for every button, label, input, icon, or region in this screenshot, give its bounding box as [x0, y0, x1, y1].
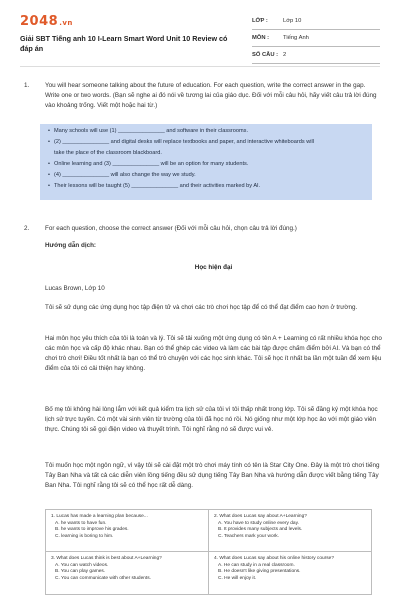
quiz-option[interactable]: A. He can study in a real classroom. [218, 562, 295, 568]
quiz-question-text: 3. What does Lucas think is best about A+Learning? [51, 556, 162, 561]
meta-row-class [252, 13, 380, 30]
bullet-icon: • [48, 183, 50, 189]
quiz-question-2 [214, 514, 364, 540]
quiz-option[interactable]: B. It provides many subjects and levels. [218, 527, 303, 533]
document-title: Giải SBT Tiếng anh 10 I-Learn Smart Word Unit 10 Review có đáp án [20, 34, 228, 53]
question-1 [24, 81, 380, 111]
multiple-choice-box [45, 509, 372, 595]
bullet-icon: • [48, 139, 50, 145]
gap-item [48, 181, 372, 192]
meta-row-subject [252, 30, 380, 47]
quiz-option[interactable]: A. You can watch videos. [55, 562, 109, 568]
header-divider [20, 66, 380, 67]
logo-text: 2048 [20, 14, 59, 29]
quiz-option[interactable]: C. You can communicate with other students. [55, 575, 151, 581]
meta-value: Tiếng Anh [283, 35, 309, 41]
quiz-option[interactable]: B. He doesn't like giving presentations. [218, 569, 301, 575]
bullet-icon: • [48, 128, 50, 134]
quiz-question-text: 2. What does Lucas say about A+Learning? [214, 514, 307, 519]
gap-item [48, 137, 372, 148]
bullet-icon: • [48, 161, 50, 167]
site-logo[interactable] [20, 14, 73, 29]
quiz-option[interactable]: B. You can play games. [55, 569, 106, 575]
meta-value: Lớp 10 [283, 18, 302, 24]
gap-item-text: (2) _______________ and digital desks will replace textbooks and paper, and interactive whiteboards will [54, 139, 314, 145]
listening-gap-fill-box [40, 124, 372, 200]
quiz-question-1 [51, 514, 201, 540]
passage-paragraph: Tôi muốn học một ngôn ngữ, vì vậy tôi sẽ cài đặt một trò chơi máy tính có tên là Star City One. Đây là một trò chơi tiếng Tây Ban Nha và tất cả các diễn viên lồng tiếng đều sử dụng tiếng Tây Ban Nha và hướng dẫn được viết bằng tiếng Tây Ban Nha. Tôi nghĩ rằng tôi sẽ có thể học rất dễ dàng. [45, 462, 380, 489]
quiz-option[interactable]: C. learning is boring to him. [55, 533, 114, 539]
bullet-icon: • [48, 172, 50, 178]
quiz-question-text: 4. What does Lucas say about his online history course? [214, 556, 334, 561]
question-2 [24, 224, 380, 234]
passage-title: Học hiện đại [194, 264, 233, 271]
passage-paragraph: Tôi sẽ sử dụng các ứng dụng học tập điện tử và chơi các trò chơi học tập để có thể đạt điểm cao hơn ở trường. [45, 304, 358, 311]
meta-label: SỐ CÂU : [252, 52, 279, 58]
quiz-question-text: 1. Lucas has made a learning plan because... [51, 514, 148, 519]
grid-divider [208, 510, 209, 594]
quiz-question-3 [51, 556, 201, 582]
meta-table [252, 13, 380, 64]
question-text: For each question, choose the correct answer (Đối với mỗi câu hỏi, chọn câu trả lời đúng.) [45, 225, 297, 232]
logo-suffix: .vn [59, 19, 73, 27]
gap-item [48, 170, 372, 181]
gap-item [48, 148, 372, 159]
passage-paragraph: Hai môn học yêu thích của tôi là toán và lý. Tôi sẽ tải xuống một ứng dụng có tên A + Learning có rất nhiều khóa học cho các môn học và cấp độ khác nhau. Bạn có thể ghép các video và làm các bài tập được chấm điểm bởi AI. Và bạn có thể chơi trò chơi! Điều tốt nhất là bạn có thể trò chuyện với các học sinh khác. Tôi sẽ học ít nhất ba lần một tuần để xem liệu điểm của tôi có cải thiện hay không. [45, 335, 382, 372]
gap-item [48, 126, 372, 137]
quiz-question-4 [214, 556, 364, 582]
quiz-option[interactable]: A. You have to study online every day. [218, 520, 299, 526]
meta-label: MÔN : [252, 35, 270, 41]
gap-item-text: Many schools will use (1) _______________ and software in their classrooms. [54, 128, 249, 134]
guide-label: Hướng dẫn dịch: [45, 242, 97, 249]
gap-item-text: Online learning and (3) _______________ will be an option for many students. [54, 161, 249, 167]
gap-item-text: take the place of the classroom blackboard. [54, 150, 162, 156]
gap-item [48, 159, 372, 170]
meta-label: LỚP : [252, 18, 268, 24]
gap-item-text: (4) _______________ will also change the way we study. [54, 172, 196, 178]
meta-row-count [252, 47, 380, 64]
quiz-option[interactable]: B. he wants to improve his grades. [55, 527, 129, 533]
quiz-option[interactable]: C. He will enjoy it. [218, 575, 257, 581]
passage-author: Lucas Brown, Lớp 10 [45, 285, 105, 292]
passage-paragraph: Bố mẹ tôi không hài lòng lắm với kết quả kiểm tra lịch sử của tôi vì tôi thấp nhất trong lớp. Tôi sẽ đăng ký một khóa học lịch sử trực tuyến. Có một vài sinh viên từ trường của tôi đã học nó rồi. Nó giống như một lớp học ảo với một giáo viên thực. Chúng tôi sẽ gọi điện video và thuyết trình. Tôi nghĩ rằng nó sẽ được vui vẻ. [45, 406, 378, 433]
quiz-option[interactable]: A. he wants to have fun. [55, 520, 107, 526]
quiz-option[interactable]: C. Teachers mark your work. [218, 533, 279, 539]
meta-value: 2 [283, 52, 287, 58]
gap-item-text: Their lessons will be taught (5) _______________ and their activities marked by AI. [54, 183, 261, 189]
question-number: 1. [24, 82, 30, 89]
question-text: You will hear someone talking about the future of education. For each question, write the correct answer in the gap. Write one or two words. (Bạn sẽ nghe ai đó nói về tương lai của giáo dục. Đối với mỗi câu hỏi, hãy viết câu trả lời đúng vào khoảng trống. Viết một hoặc hai từ.) [45, 82, 377, 109]
question-number: 2. [24, 225, 30, 232]
